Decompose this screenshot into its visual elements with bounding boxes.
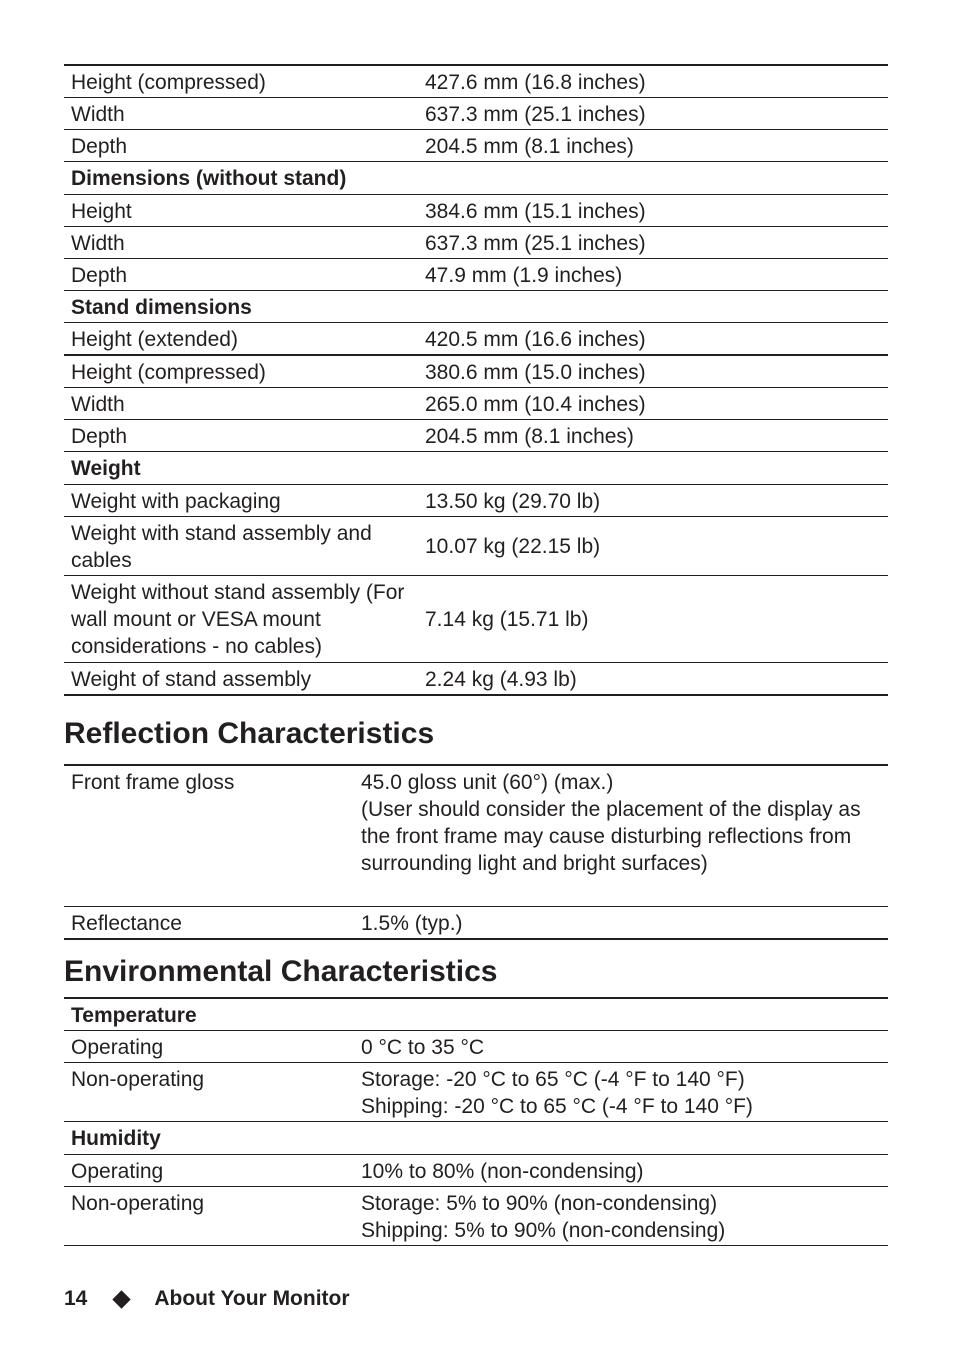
section-label: Weight <box>71 457 141 480</box>
table-row <box>64 227 888 259</box>
table-row <box>64 388 888 420</box>
gloss-note: (User should consider the placement of the display as the front frame may cause disturbing reflections from surrounding light and bright surfaces) <box>361 798 861 875</box>
row-label: Width <box>71 393 125 416</box>
footer-section-title: About Your Monitor <box>154 1287 350 1310</box>
table-row <box>64 485 888 517</box>
table-row <box>64 98 888 130</box>
section-label: Dimensions (without stand) <box>71 167 347 190</box>
row-label: Height (extended) <box>71 328 238 351</box>
row-value: 380.6 mm (15.0 inches) <box>425 361 646 384</box>
row-value: 427.6 mm (16.8 inches) <box>425 71 646 94</box>
row-label: Width <box>71 103 125 126</box>
table-row <box>64 1187 888 1246</box>
row-value: 637.3 mm (25.1 inches) <box>425 232 646 255</box>
row-label: Width <box>71 232 125 255</box>
shipping-value: Shipping: -20 °C to 65 °C (-4 °F to 140 °F) <box>361 1095 753 1118</box>
row-label: Operating <box>71 1160 164 1183</box>
dimensions-table <box>64 64 888 696</box>
row-value: 2.24 kg (4.93 lb) <box>425 668 577 691</box>
table-row <box>64 576 888 663</box>
reflection-table <box>64 764 888 940</box>
section-row-dimensions-without-stand <box>64 162 888 195</box>
row-value: 204.5 mm (8.1 inches) <box>425 425 634 448</box>
row-value: 420.5 mm (16.6 inches) <box>425 328 646 351</box>
table-row <box>64 1063 888 1122</box>
row-value <box>418 452 888 484</box>
row-label: Operating <box>71 1036 164 1059</box>
environmental-heading: Environmental Characteristics <box>64 955 498 988</box>
row-label: Non-operating <box>71 1068 205 1091</box>
row-label: Height (compressed) <box>71 361 266 384</box>
row-label: Front frame gloss <box>71 771 235 794</box>
row-label: Weight with packaging <box>71 490 281 513</box>
row-value <box>418 291 888 322</box>
row-value: 10% to 80% (non-condensing) <box>361 1160 644 1183</box>
row-label: Depth <box>71 135 128 158</box>
section-row-weight <box>64 452 888 485</box>
diamond-icon <box>113 1290 131 1308</box>
row-value <box>354 999 888 1030</box>
row-value <box>354 766 888 906</box>
row-value: 384.6 mm (15.1 inches) <box>425 200 646 223</box>
table-row <box>64 764 888 907</box>
row-value <box>354 1063 888 1121</box>
row-value: 265.0 mm (10.4 inches) <box>425 393 646 416</box>
table-row <box>64 195 888 227</box>
environmental-table <box>64 997 888 1246</box>
row-value: 637.3 mm (25.1 inches) <box>425 103 646 126</box>
row-label: Height <box>71 200 132 223</box>
row-label: Depth <box>71 425 128 448</box>
row-label: Reflectance <box>71 912 182 935</box>
table-row <box>64 1031 888 1063</box>
row-value <box>418 162 888 194</box>
storage-value: Storage: 5% to 90% (non-condensing) <box>361 1192 718 1215</box>
row-label: Depth <box>71 264 128 287</box>
page-number: 14 <box>64 1287 88 1310</box>
table-row <box>64 1155 888 1187</box>
table-row <box>64 323 888 356</box>
row-value: 10.07 kg (22.15 lb) <box>425 535 601 558</box>
table-row <box>64 517 888 576</box>
section-row-stand-dimensions <box>64 291 888 323</box>
section-row-humidity <box>64 1122 888 1155</box>
row-value: 7.14 kg (15.71 lb) <box>425 608 589 631</box>
row-value <box>354 1122 888 1154</box>
section-label: Humidity <box>71 1127 161 1150</box>
row-value: 0 °C to 35 °C <box>361 1036 485 1059</box>
page-footer <box>64 1287 350 1311</box>
table-row <box>64 420 888 452</box>
row-label: Height (compressed) <box>71 71 266 94</box>
table-row <box>64 130 888 162</box>
table-row <box>64 259 888 291</box>
table-row <box>64 663 888 696</box>
row-label: Weight with stand assembly and cables <box>71 521 372 572</box>
table-row <box>64 907 888 940</box>
row-label: Non-operating <box>71 1192 205 1215</box>
row-value <box>354 1187 888 1245</box>
reflection-heading: Reflection Characteristics <box>64 717 435 750</box>
section-row-temperature <box>64 997 888 1031</box>
section-label: Temperature <box>71 1004 197 1027</box>
row-label: Weight without stand assembly (For wall mount or VESA mount considerations - no cables) <box>71 581 405 658</box>
row-label: Weight of stand assembly <box>71 668 312 691</box>
row-value: 47.9 mm (1.9 inches) <box>425 264 623 287</box>
row-value: 204.5 mm (8.1 inches) <box>425 135 634 158</box>
section-label: Stand dimensions <box>71 296 252 319</box>
table-row <box>64 64 888 98</box>
storage-value: Storage: -20 °C to 65 °C (-4 °F to 140 °F) <box>361 1068 745 1091</box>
shipping-value: Shipping: 5% to 90% (non-condensing) <box>361 1219 726 1242</box>
row-value: 13.50 kg (29.70 lb) <box>425 490 601 513</box>
gloss-value: 45.0 gloss unit (60°) (max.) <box>361 771 614 794</box>
table-row <box>64 356 888 388</box>
row-value: 1.5% (typ.) <box>361 912 463 935</box>
